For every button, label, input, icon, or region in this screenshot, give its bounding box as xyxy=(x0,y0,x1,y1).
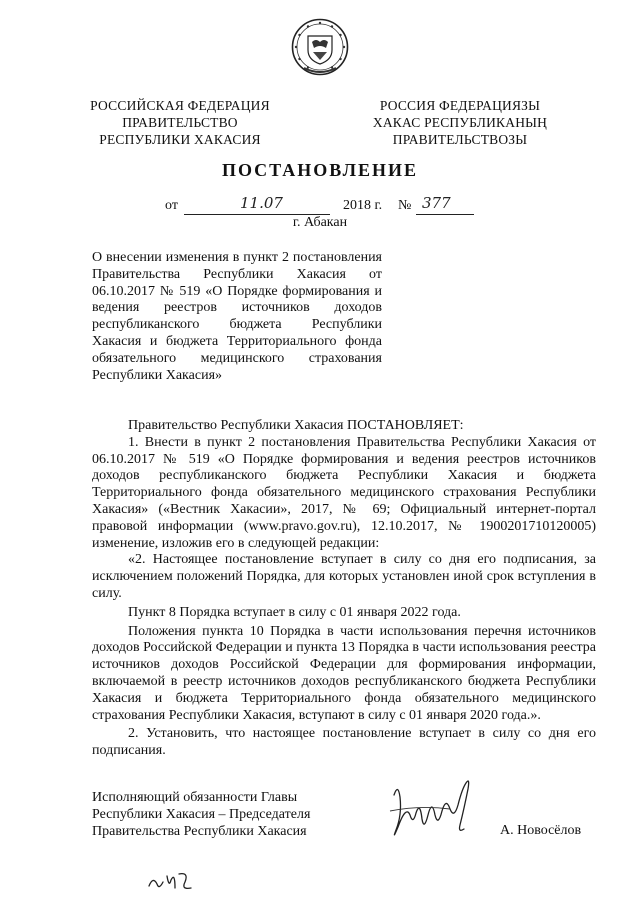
date-year: 2018 г. xyxy=(343,198,383,213)
subject-line: Хакасия и бюджета Территориального фонда xyxy=(92,333,382,349)
subject-line: обязательного медицинского страхования xyxy=(92,350,382,366)
header-left-line-1: РОССИЙСКАЯ ФЕДЕРАЦИЯ xyxy=(90,98,270,113)
header-left xyxy=(80,97,280,148)
body-paragraph: Положения пункта 10 Порядка в части использования перечня источников доходов Российской Федерации и пункта 13 Порядка в части использования реестра источников доходов Российской Федерации для формирования информации, включаемой в реестр источников доходов республиканского бюджета Республики Хакасия и бюджета Территориального фонда обязательного медицинского страхования Республики Хакасия, вступают в силу с 01 января 2020 года.». xyxy=(92,623,596,723)
document-body xyxy=(92,418,596,760)
header-right-line-1: РОССИЯ ФЕДЕРАЦИЯЗЫ xyxy=(379,98,541,113)
signatory-position-line: Правительства Республики Хакасия xyxy=(92,824,307,839)
number-sign: № xyxy=(398,198,412,213)
coat-of-arms-icon xyxy=(291,18,349,76)
subject-line: 06.10.2017 № 519 «О Порядке формирования и xyxy=(92,283,382,299)
subject-line: Республики Хакасия» xyxy=(92,367,223,383)
signatory-position xyxy=(92,789,332,840)
body-paragraph: Правительство Республики Хакасия ПОСТАНОВЛЯЕТ: xyxy=(128,418,464,433)
header-right-line-3: ПРАВИТЕЛЬСТВОЗЫ xyxy=(392,132,528,147)
date-handwritten: 11.07 xyxy=(240,194,283,212)
handwritten-mark-icon xyxy=(145,868,200,896)
number-handwritten: 377 xyxy=(422,194,451,212)
body-paragraph: Пункт 8 Порядка вступает в силу с 01 января 2022 года. xyxy=(128,604,461,620)
date-prefix: от xyxy=(165,198,178,213)
header-left-line-3: РЕСПУБЛИКИ ХАКАСИЯ xyxy=(99,132,261,147)
city-name: г. Абакан xyxy=(292,215,348,230)
signatory-position-line: Республики Хакасия – Председателя xyxy=(92,807,311,822)
header-right-line-2: ХАКАС РЕСПУБЛИКАНЫҢ xyxy=(372,115,548,130)
body-paragraph: 2. Установить, что настоящее постановление вступает в силу со дня его подписания. xyxy=(92,726,596,759)
header-left-line-2: ПРАВИТЕЛЬСТВО xyxy=(122,115,238,130)
handwritten-signature-icon xyxy=(380,775,490,850)
document-subject xyxy=(92,250,382,384)
signatory-name: А. Новосёлов xyxy=(500,823,582,838)
subject-line: Правительства Республики Хакасия от xyxy=(92,266,382,282)
header-right xyxy=(360,97,560,148)
body-paragraph: 1. Внести в пункт 2 постановления Правительства Республики Хакасия от 06.10.2017 № 519 «О Порядке формирования и ведения реестров источников доходов республиканского бюджета Республики Хакасия и бюджета Территориального фонда обязательного медицинского страхования Республики Хакасия» («Вестник Хакасии», 2017, № 69; Официальный интернет-портал правовой информации (www.pravo.gov.ru), 12.10.2017, № 1900201710120005) изменение, изложив его в следующей редакции: xyxy=(92,434,596,551)
signatory-position-line: Исполняющий обязанности Главы xyxy=(92,790,298,805)
document-title: ПОСТАНОВЛЕНИЕ xyxy=(221,160,419,180)
subject-line: О внесении изменения в пункт 2 постановления xyxy=(92,250,382,265)
subject-line: республиканского бюджета Республики xyxy=(92,317,382,333)
body-paragraph: «2. Настоящее постановление вступает в силу со дня его подписания, за исключением положений Порядка, для которых установлен иной срок вступления в силу. xyxy=(92,552,596,601)
subject-line: ведения реестров источников доходов xyxy=(92,300,382,316)
